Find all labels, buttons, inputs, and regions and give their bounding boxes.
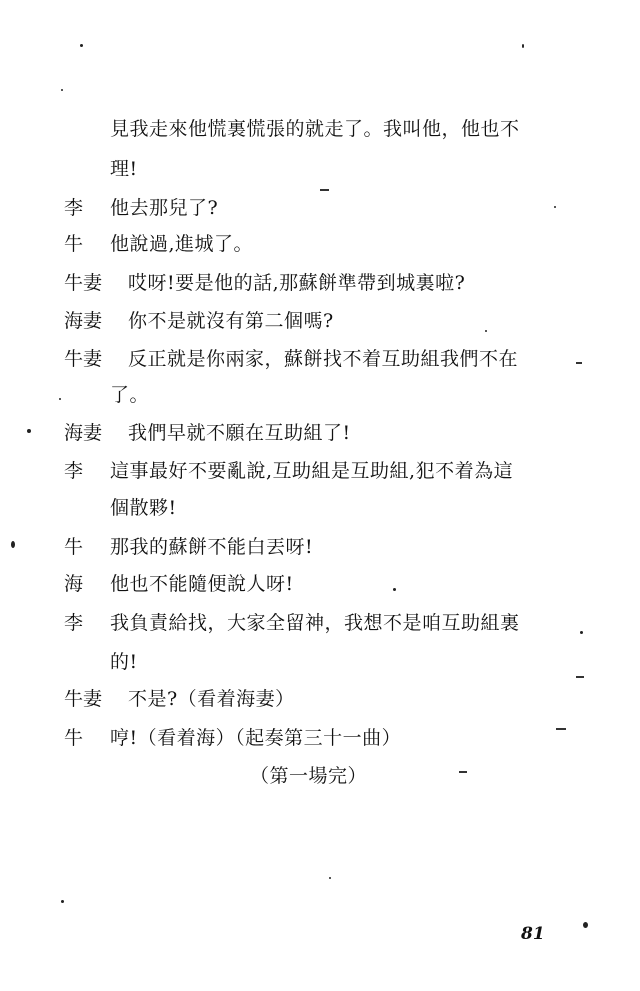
scan-speck (485, 330, 487, 332)
text-line: 見我走來他慌裏慌張的就走了。我叫他，他也不 (110, 118, 520, 140)
speaker-label: 李 (64, 460, 84, 482)
dialogue-line: 我們早就不願在互助組了! (128, 422, 351, 444)
scan-mark (556, 728, 566, 730)
scan-speck (61, 89, 63, 91)
text-line: 的! (110, 651, 138, 673)
speaker-label: 海妻 (64, 310, 103, 332)
text-line: 個散夥! (110, 497, 177, 519)
dialogue-line: 反正就是你兩家，蘇餅找不着互助組我們不在 (128, 348, 519, 370)
speaker-label: 牛妻 (64, 688, 103, 710)
text-line: 了。 (110, 384, 150, 406)
scan-speck (583, 922, 588, 928)
speaker-label: 牛 (64, 233, 84, 255)
scan-speck (522, 44, 524, 48)
speaker-label: 李 (64, 612, 84, 634)
speaker-label: 牛妻 (64, 348, 103, 370)
dialogue-line: 他去那兒了? (110, 197, 219, 219)
speaker-label: 牛 (64, 536, 84, 558)
text-line: 理! (110, 158, 138, 180)
scan-speck (61, 900, 64, 903)
page-number: 81 (521, 924, 545, 944)
dialogue-line: 那我的蘇餅不能白丟呀! (110, 536, 314, 558)
scan-mark (459, 771, 467, 773)
scan-speck (59, 398, 61, 400)
dialogue-line: 不是?（看着海妻） (128, 688, 295, 710)
scan-speck (580, 631, 583, 634)
speaker-label: 牛妻 (64, 272, 103, 294)
scan-speck (80, 44, 83, 47)
speaker-label: 牛 (64, 727, 84, 749)
scan-speck (27, 429, 31, 433)
scan-speck (329, 877, 331, 879)
dialogue-line: 我負責給找，大家全留神，我想不是咱互助組裏 (110, 612, 520, 634)
scan-speck (554, 206, 556, 208)
dialogue-line: 這事最好不要亂說,互助組是互助組,犯不着為這 (110, 460, 514, 482)
dialogue-line: 哎呀!要是他的話,那蘇餅準帶到城裏啦? (128, 272, 466, 294)
scan-speck (11, 541, 15, 548)
scan-mark (576, 676, 584, 678)
scan-speck (393, 588, 396, 591)
dialogue-line: 他說過,進城了。 (110, 233, 254, 255)
dialogue-line: 他也不能隨便說人呀! (110, 573, 294, 595)
dialogue-line: 你不是就沒有第二個嗎? (128, 310, 334, 332)
speaker-label: 海 (64, 573, 84, 595)
scan-mark (576, 362, 582, 364)
scene-end-line: （第一場完） (250, 765, 368, 787)
scan-mark (320, 189, 329, 191)
speaker-label: 海妻 (64, 422, 103, 444)
dialogue-line: 哼!（看着海）（起奏第三十一曲） (110, 727, 402, 749)
speaker-label: 李 (64, 197, 84, 219)
